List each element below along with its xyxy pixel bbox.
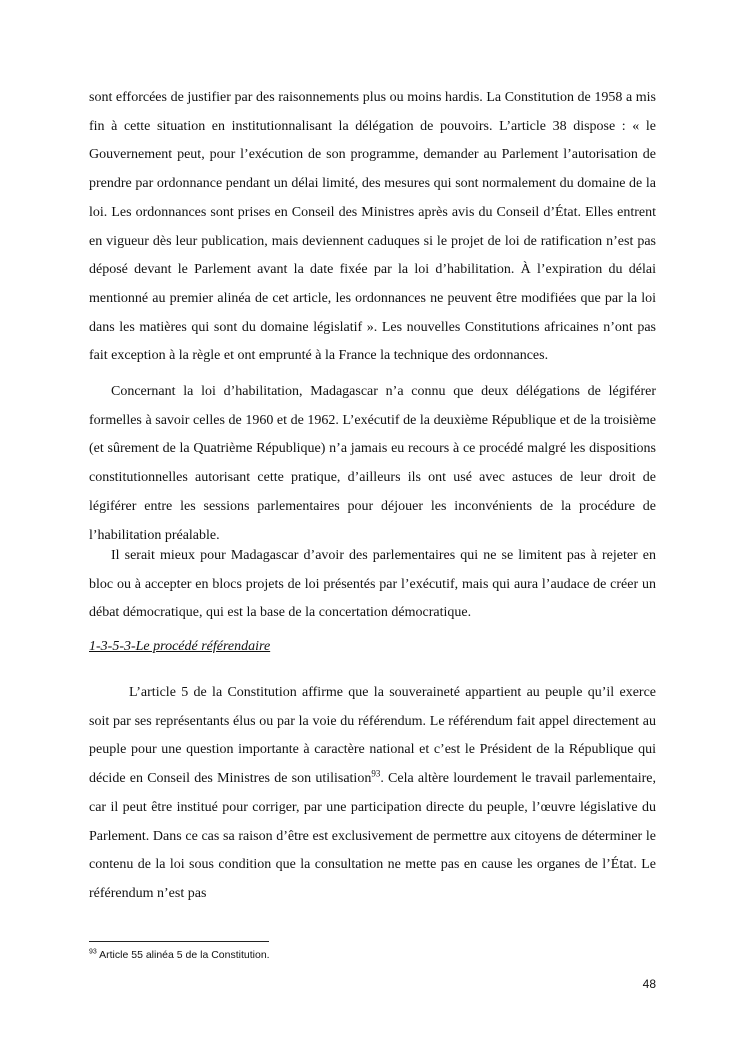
paragraph-4-text-end: . Cela altère lourdement le travail parlementaire, car il peut être institué pour corriger, par une participation directe du peuple, l’œuvre législative du Parlement. Dans ce cas sa raison d’être est exclusivement de permettre aux citoyens de déterminer le contenu de la loi sous condition que la consultation ne mette pas en cause les organes de l’État. Le référendum n’est pas (89, 771, 656, 901)
body-paragraph-2: Concernant la loi d’habilitation, Madagascar n’a connu que deux délégations de légiférer formelles à savoir celles de 1960 et de 1962. L’exécutif de la deuxième République et de la troisième (et sûrement de la Quatrième République) n’a jamais eu recours à ce procédé malgré les dispositions constitutionnelles autorisant cette pratique, d’ailleurs ils ont usé avec astuces de leur droit de légiférer entre les sessions parlementaires pour déjouer les inconvénients de la procédure de l’habilitation préalable. (89, 384, 656, 543)
footnote-text: Article 55 alinéa 5 de la Constitution. (99, 949, 270, 961)
footnote (89, 948, 270, 962)
body-paragraph-1: sont efforcées de justifier par des raisonnements plus ou moins hardis. La Constitution de 1958 a mis fin à cette situation en institutionnalisant la délégation de pouvoirs. L’article 38 dispose : « le Gouvernement peut, pour l’exécution de son programme, demander au Parlement l’autorisation de prendre par ordonnance pendant un délai limité, des mesures qui sont normalement du domaine de la loi. Les ordonnances sont prises en Conseil des Ministres après avis du Conseil d’État. Elles entrent en vigueur dès leur publication, mais deviennent caduques si le projet de loi de ratification n’est pas déposé devant le Parlement avant la date fixée par la loi d’habilitation. À l’expiration du délai mentionné au premier alinéa de cet article, les ordonnances ne peuvent être modifiées que par la loi dans les matières qui sont du domaine législatif ». Les nouvelles Constitutions africaines n’ont pas fait exception à la règle et ont emprunté à la France la technique des ordonnances. (89, 90, 656, 364)
footnote-separator (89, 941, 269, 942)
section-heading: 1-3-5-3-Le procédé référendaire (89, 639, 271, 654)
footnote-reference[interactable]: 93 (371, 768, 381, 779)
body-paragraph-4 (89, 679, 656, 909)
body-paragraph-3: Il serait mieux pour Madagascar d’avoir des parlementaires qui ne se limitent pas à rejeter en bloc ou à accepter en blocs projets de loi présentés par l’exécutif, mais qui aura l’audace de créer un débat démocratique, qui est la base de la concertation démocratique. (89, 548, 656, 621)
footnote-number: 93 (89, 948, 97, 956)
page-number: 48 (642, 977, 656, 991)
paragraph-4-text-start: L’article 5 de la Constitution affirme que la souveraineté appartient au peuple qu’il exerce soit par ses représentants élus ou par la voie du référendum. Le référendum fait appel directement au peuple pour une question importante à caractère national et c’est le Président de la République qui décide en Conseil des Ministres de son utilisation (89, 685, 656, 787)
